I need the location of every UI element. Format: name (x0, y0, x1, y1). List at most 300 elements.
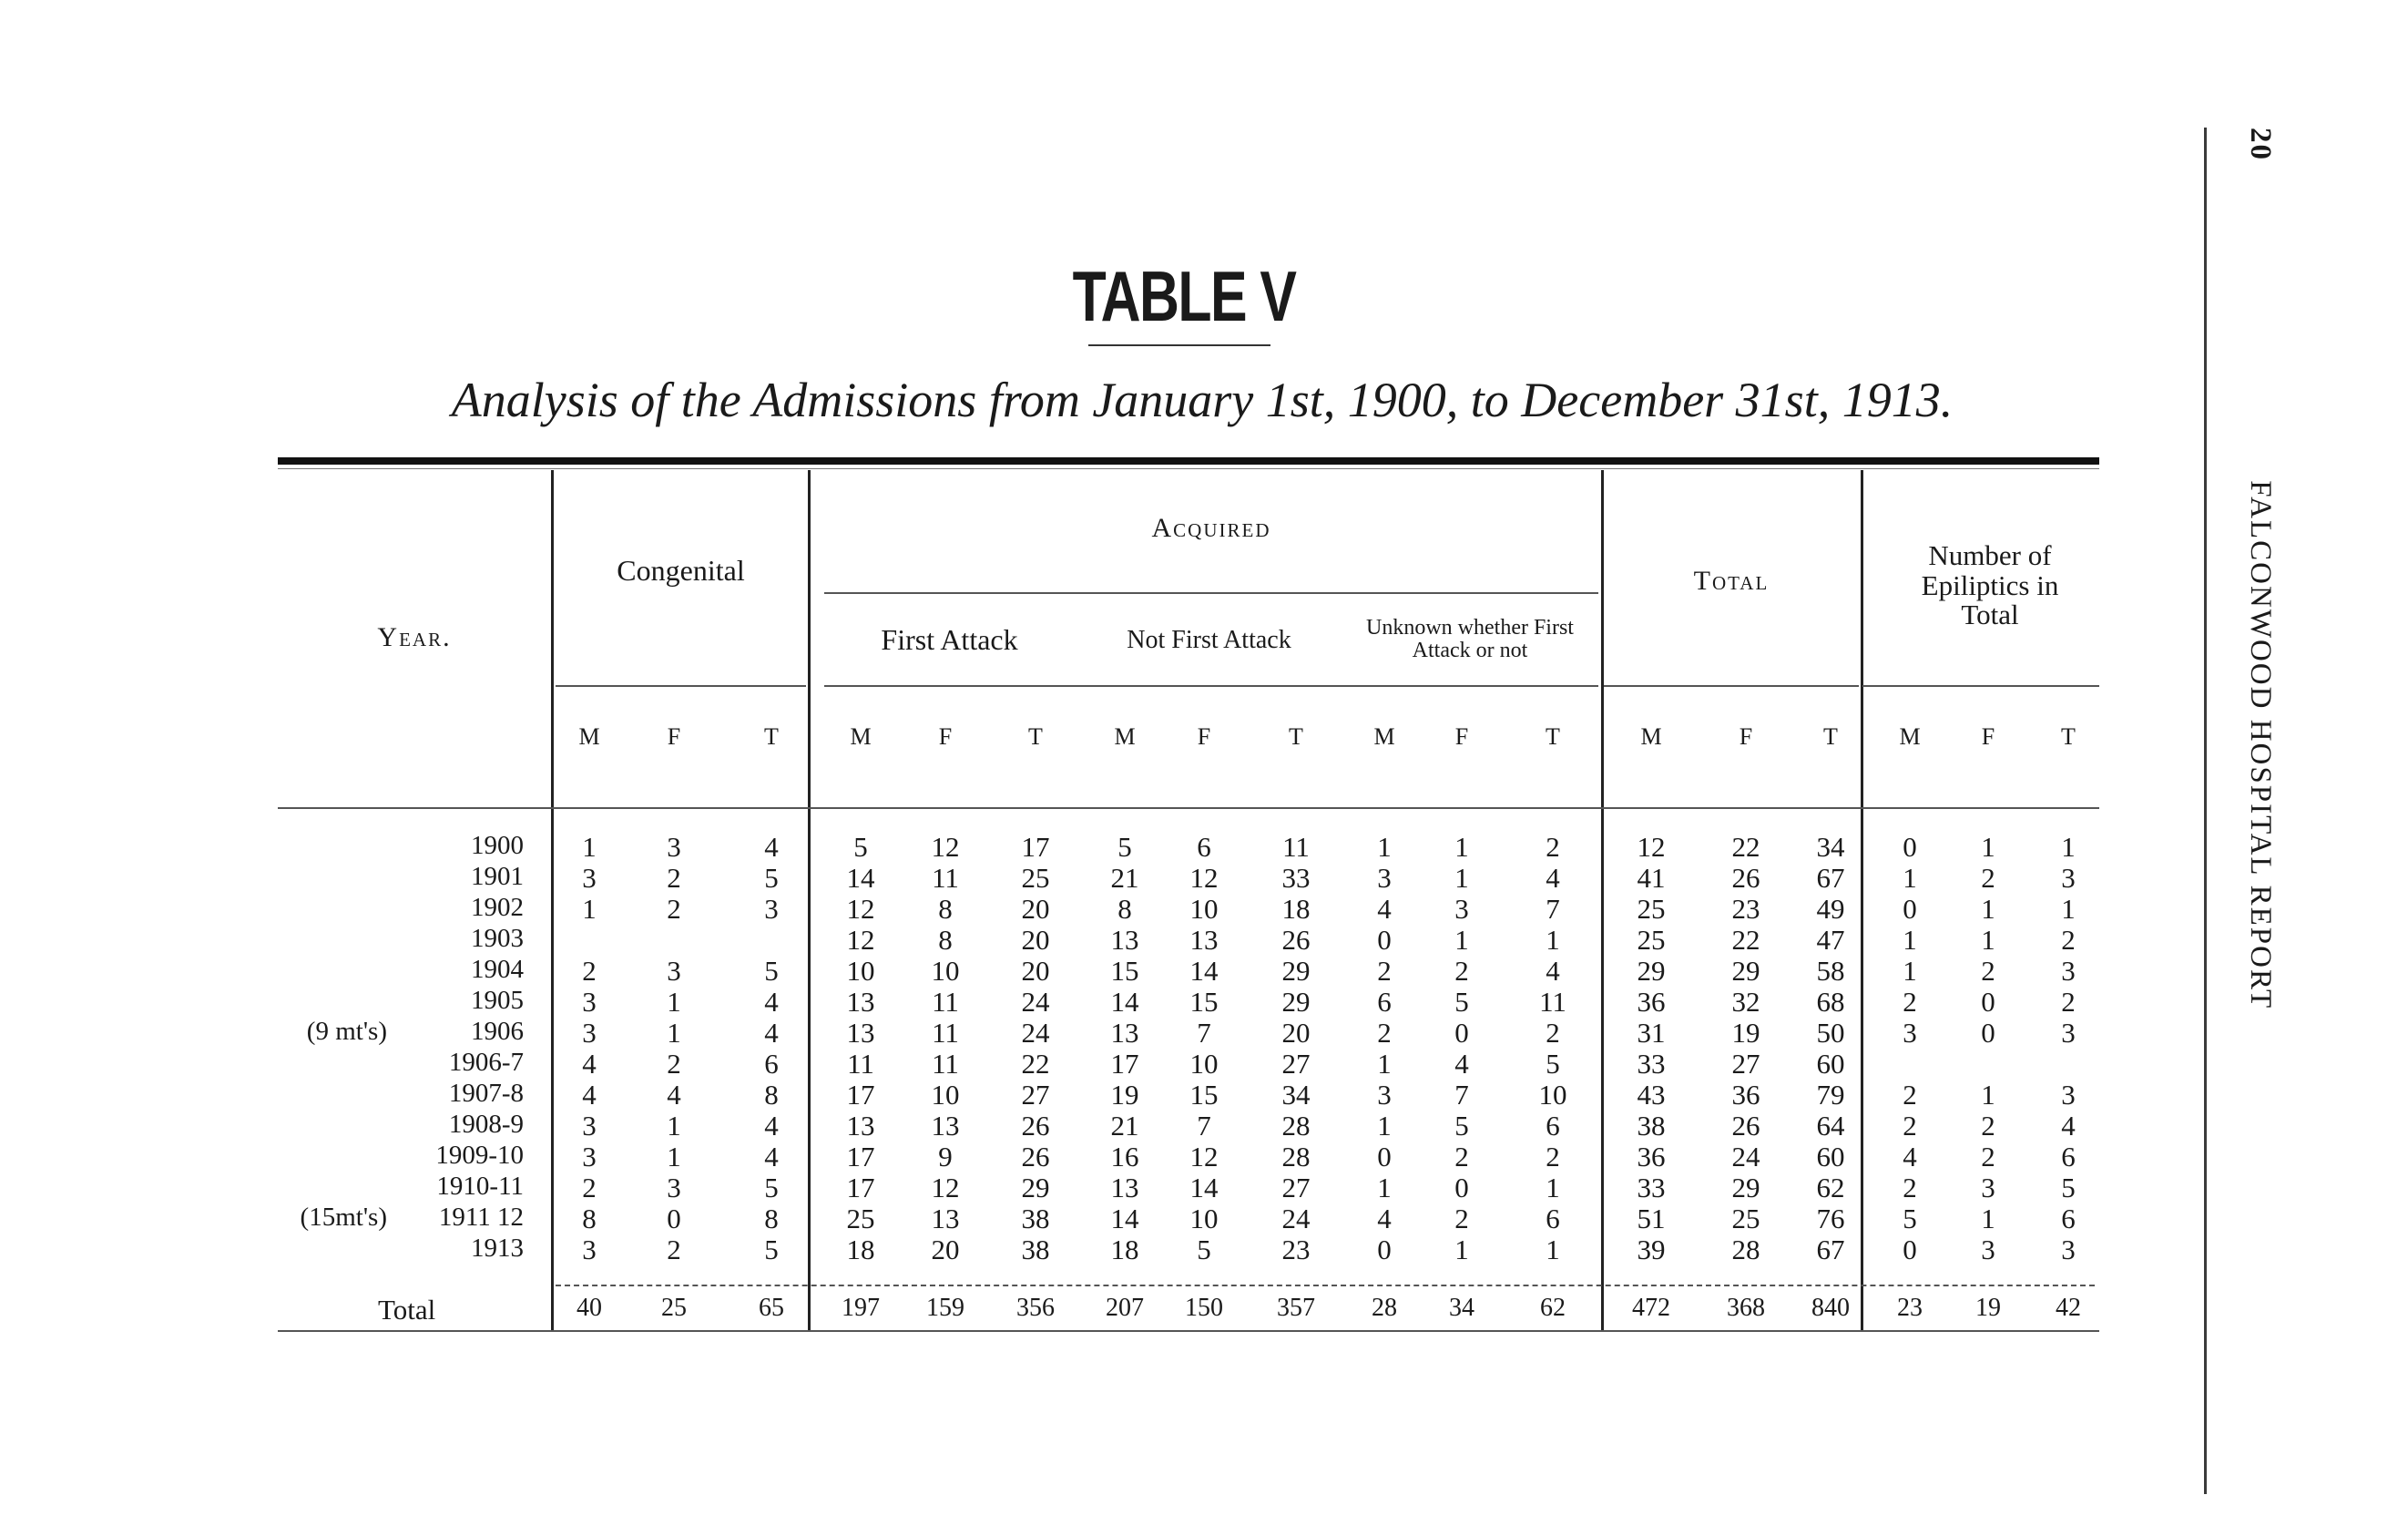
table-cell: 2 (667, 1048, 681, 1080)
table-cell: 2 (1454, 955, 1469, 987)
year-label (449, 1048, 524, 1078)
table-cell: 15 (1189, 1079, 1219, 1111)
table-cell: 6 (764, 1048, 779, 1080)
subheader-t: T (2061, 723, 2076, 750)
column-rule (808, 470, 811, 1331)
table-cell: 20 (1021, 893, 1050, 925)
table-cell: 12 (931, 1172, 960, 1203)
table-cell: 2 (582, 1172, 597, 1203)
total-cell: 42 (2056, 1294, 2081, 1322)
table-cell: 11 (932, 1017, 959, 1049)
table-cell: 27 (1021, 1079, 1050, 1111)
running-head (2240, 128, 2277, 1312)
table-cell: 5 (1546, 1048, 1560, 1080)
table-cell: 3 (582, 986, 597, 1018)
header-rule (824, 685, 1598, 687)
table-cell: 5 (853, 831, 868, 863)
table-cell: 3 (1981, 1234, 1995, 1265)
table-cell: 24 (1731, 1141, 1760, 1172)
table-cell: 4 (667, 1079, 681, 1111)
table-cell: 23 (1281, 1234, 1311, 1265)
table-cell: 3 (2061, 1079, 2076, 1111)
table-cell: 8 (938, 893, 953, 925)
table-cell: 13 (1189, 924, 1219, 956)
subheader-f: F (938, 723, 953, 750)
table-cell: 2 (2061, 924, 2076, 956)
table-cell: 2 (1903, 986, 1917, 1018)
table-cell: 11 (932, 986, 959, 1018)
table-cell: 26 (1021, 1110, 1050, 1142)
table-cell: 8 (764, 1079, 779, 1111)
table-cell: 26 (1021, 1141, 1050, 1172)
table-cell: 67 (1816, 1234, 1845, 1265)
table-cell: 2 (2061, 986, 2076, 1018)
table-cell: 5 (1454, 986, 1469, 1018)
total-cell: 159 (926, 1294, 964, 1322)
table-cell: 43 (1637, 1079, 1666, 1111)
table-cell: 1 (1903, 924, 1917, 956)
table-cell: 76 (1816, 1203, 1845, 1234)
table-cell: 29 (1281, 955, 1311, 987)
table-cell: 3 (582, 1234, 597, 1265)
table-cell: 2 (1981, 862, 1995, 894)
subheader-t: T (764, 723, 779, 750)
table-cell: 3 (1903, 1017, 1917, 1049)
subheader-f: F (1981, 723, 1995, 750)
table-cell: 0 (1454, 1017, 1469, 1049)
table-top-rule (278, 457, 2099, 465)
year-label (471, 955, 524, 985)
table-cell: 2 (1377, 1017, 1392, 1049)
table-cell: 17 (846, 1141, 875, 1172)
subheader-m: M (1114, 723, 1136, 750)
table-cell: 38 (1021, 1203, 1050, 1234)
year-period-note: (15mt's) (300, 1203, 387, 1232)
table-cell: 33 (1637, 1048, 1666, 1080)
table-cell: 1 (667, 1017, 681, 1049)
total-cell: 197 (842, 1294, 880, 1322)
table-cell: 50 (1816, 1017, 1845, 1049)
table-cell: 5 (764, 1172, 779, 1203)
table-cell: 3 (2061, 1017, 2076, 1049)
table-cell: 6 (1197, 831, 1211, 863)
year-label (471, 986, 524, 1016)
table-cell: 0 (1454, 1172, 1469, 1203)
table-subtitle: Analysis of the Admissions from January 1st, 1900, to December 31st, 1913. (451, 373, 1954, 427)
table-cell: 41 (1637, 862, 1666, 894)
table-cell: 11 (1539, 986, 1566, 1018)
table-cell: 21 (1110, 1110, 1139, 1142)
subheader-m: M (578, 723, 600, 750)
table-cell: 29 (1731, 1172, 1760, 1203)
year-label (471, 1234, 524, 1264)
year-value: 1906-7 (448, 1048, 524, 1077)
year-value: 1913 (471, 1234, 524, 1263)
table-cell: 5 (1197, 1234, 1211, 1265)
header-rule (556, 685, 806, 687)
table-cell: 0 (667, 1203, 681, 1234)
table-cell: 1 (667, 1110, 681, 1142)
subheader-f: F (667, 723, 681, 750)
table-top-rule-thin (278, 468, 2099, 469)
table-cell: 29 (1021, 1172, 1050, 1203)
table-cell: 31 (1637, 1017, 1666, 1049)
table-cell: 4 (1377, 1203, 1392, 1234)
table-cell: 4 (2061, 1110, 2076, 1142)
table-cell: 1 (2061, 831, 2076, 863)
table-cell: 29 (1281, 986, 1311, 1018)
year-value: 1908-9 (448, 1110, 524, 1139)
table-cell: 29 (1731, 955, 1760, 987)
year-value: 1907-8 (448, 1079, 524, 1108)
table-cell: 3 (764, 893, 779, 925)
table-cell: 13 (931, 1110, 960, 1142)
table-cell: 1 (582, 831, 597, 863)
table-cell: 64 (1816, 1110, 1845, 1142)
table-cell: 14 (1110, 986, 1139, 1018)
year-label (306, 1017, 524, 1047)
year-label (471, 831, 524, 861)
table-cell: 10 (1189, 1203, 1219, 1234)
table-cell: 18 (846, 1234, 875, 1265)
table-cell: 12 (846, 893, 875, 925)
table-cell: 33 (1281, 862, 1311, 894)
total-cell: 28 (1372, 1294, 1397, 1322)
total-cell: 40 (576, 1294, 602, 1322)
table-cell: 33 (1637, 1172, 1666, 1203)
table-cell: 2 (1454, 1203, 1469, 1234)
table-cell: 34 (1816, 831, 1845, 863)
table-cell: 5 (764, 955, 779, 987)
table-cell: 36 (1637, 1141, 1666, 1172)
table-cell: 2 (667, 893, 681, 925)
total-cell: 357 (1277, 1294, 1315, 1322)
running-head-text: FALCONWOOD HOSPITAL REPORT (2244, 480, 2277, 1010)
table-cell: 34 (1281, 1079, 1311, 1111)
admissions-table (278, 457, 2099, 1332)
margin-rule (2204, 128, 2207, 1494)
table-cell: 0 (1903, 893, 1917, 925)
year-value: 1901 (471, 862, 524, 891)
table-cell: 3 (1377, 862, 1392, 894)
year-label (435, 1141, 524, 1171)
table-cell: 19 (1110, 1079, 1139, 1111)
table-cell: 17 (846, 1079, 875, 1111)
table-cell: 1 (582, 893, 597, 925)
table-cell: 11 (1282, 831, 1310, 863)
table-cell: 25 (1731, 1203, 1760, 1234)
table-cell: 2 (1377, 955, 1392, 987)
table-cell: 22 (1731, 924, 1760, 956)
table-cell: 11 (847, 1048, 874, 1080)
table-cell: 0 (1903, 831, 1917, 863)
table-cell: 1 (1454, 831, 1469, 863)
table-cell: 13 (1110, 924, 1139, 956)
table-cell: 39 (1637, 1234, 1666, 1265)
total-cell: 368 (1727, 1294, 1765, 1322)
subheader-t: T (1546, 723, 1560, 750)
table-cell: 2 (1903, 1079, 1917, 1111)
table-cell: 5 (764, 862, 779, 894)
table-cell: 47 (1816, 924, 1845, 956)
table-cell: 20 (1021, 924, 1050, 956)
year-label (471, 862, 524, 892)
table-cell: 6 (1546, 1203, 1560, 1234)
epileptics-header: Number of Epiliptics in Total (1921, 539, 2059, 631)
year-label (436, 1172, 524, 1202)
table-cell: 16 (1110, 1141, 1139, 1172)
year-header: Year. (377, 622, 452, 652)
table-cell: 1 (1546, 1172, 1560, 1203)
total-cell: 25 (661, 1294, 687, 1322)
total-row-label: Total (378, 1294, 436, 1326)
bottom-rule (278, 1330, 2099, 1332)
year-label (449, 1079, 524, 1109)
table-cell: 4 (764, 1017, 779, 1049)
table-cell: 2 (1546, 1017, 1560, 1049)
table-cell: 0 (1377, 924, 1392, 956)
table-cell: 27 (1281, 1048, 1311, 1080)
table-cell: 8 (938, 924, 953, 956)
table-cell: 1 (1377, 1110, 1392, 1142)
total-cell: 65 (759, 1294, 784, 1322)
table-cell: 1 (1981, 924, 1995, 956)
year-value: 1906 (471, 1017, 524, 1046)
table-cell: 26 (1731, 862, 1760, 894)
table-cell: 2 (1903, 1110, 1917, 1142)
table-cell: 10 (1189, 893, 1219, 925)
table-cell: 67 (1816, 862, 1845, 894)
table-cell: 4 (582, 1079, 597, 1111)
table-cell: 29 (1637, 955, 1666, 987)
title-rule (1088, 344, 1270, 346)
table-cell: 4 (1903, 1141, 1917, 1172)
subheader-m: M (850, 723, 872, 750)
total-cell: 472 (1632, 1294, 1670, 1322)
table-cell: 14 (846, 862, 875, 894)
table-cell: 6 (1546, 1110, 1560, 1142)
table-cell: 2 (1903, 1172, 1917, 1203)
table-cell: 2 (667, 1234, 681, 1265)
table-cell: 13 (1110, 1172, 1139, 1203)
column-rule (1601, 470, 1604, 1331)
page-number: 20 (2244, 128, 2277, 161)
table-cell: 28 (1281, 1110, 1311, 1142)
table-cell: 3 (667, 831, 681, 863)
table-cell: 4 (764, 1110, 779, 1142)
table-cell: 25 (1637, 924, 1666, 956)
table-cell: 1 (1903, 862, 1917, 894)
table-cell: 13 (1110, 1017, 1139, 1049)
table-cell: 1 (1377, 1172, 1392, 1203)
table-cell: 7 (1546, 893, 1560, 925)
subheader-m: M (1640, 723, 1662, 750)
table-cell: 8 (764, 1203, 779, 1234)
total-header: Total (1693, 566, 1770, 596)
table-cell: 60 (1816, 1141, 1845, 1172)
table-cell: 1 (1903, 955, 1917, 987)
table-cell: 27 (1731, 1048, 1760, 1080)
table-cell: 12 (1189, 862, 1219, 894)
table-cell: 1 (1377, 1048, 1392, 1080)
total-dash-rule (556, 1285, 2095, 1288)
table-cell: 2 (667, 862, 681, 894)
table-cell: 3 (1454, 893, 1469, 925)
table-cell: 7 (1197, 1017, 1211, 1049)
table-cell: 13 (931, 1203, 960, 1234)
table-cell: 4 (764, 831, 779, 863)
table-cell: 2 (1981, 1110, 1995, 1142)
table-cell: 3 (582, 1141, 597, 1172)
table-cell: 79 (1816, 1079, 1845, 1111)
table-cell: 0 (1981, 1017, 1995, 1049)
subheader-f: F (1197, 723, 1211, 750)
year-value: 1903 (471, 924, 524, 953)
table-cell: 5 (1454, 1110, 1469, 1142)
table-cell: 38 (1637, 1110, 1666, 1142)
table-cell: 1 (1454, 1234, 1469, 1265)
table-cell: 18 (1281, 893, 1311, 925)
table-cell: 1 (2061, 893, 2076, 925)
table-cell: 10 (846, 955, 875, 987)
table-cell: 2 (1981, 1141, 1995, 1172)
subheader-f: F (1454, 723, 1469, 750)
subheader-t: T (1028, 723, 1043, 750)
table-cell: 8 (582, 1203, 597, 1234)
year-value: 1910-11 (436, 1172, 524, 1201)
table-cell: 15 (1110, 955, 1139, 987)
table-cell: 20 (1021, 955, 1050, 987)
table-cell: 3 (2061, 862, 2076, 894)
table-cell: 14 (1189, 955, 1219, 987)
table-cell: 12 (1637, 831, 1666, 863)
table-cell: 26 (1281, 924, 1311, 956)
table-cell: 5 (1903, 1203, 1917, 1234)
table-cell: 25 (1021, 862, 1050, 894)
table-cell: 27 (1281, 1172, 1311, 1203)
table-cell: 2 (1981, 955, 1995, 987)
total-cell: 150 (1185, 1294, 1223, 1322)
table-cell: 13 (846, 986, 875, 1018)
table-cell: 1 (1454, 924, 1469, 956)
year-value: 1909-10 (435, 1141, 524, 1170)
table-cell: 10 (931, 1079, 960, 1111)
table-cell: 24 (1281, 1203, 1311, 1234)
table-cell: 14 (1110, 1203, 1139, 1234)
table-cell: 3 (1377, 1079, 1392, 1111)
table-cell: 10 (931, 955, 960, 987)
table-cell: 21 (1110, 862, 1139, 894)
table-title: TABLE V (1072, 256, 1296, 336)
table-cell: 38 (1021, 1234, 1050, 1265)
table-cell: 68 (1816, 986, 1845, 1018)
table-cell: 20 (931, 1234, 960, 1265)
year-label (471, 893, 524, 923)
table-cell: 19 (1731, 1017, 1760, 1049)
table-cell: 20 (1281, 1017, 1311, 1049)
table-cell: 2 (582, 955, 597, 987)
table-cell: 17 (1021, 831, 1050, 863)
congenital-header: Congenital (617, 554, 745, 587)
acquired-header: Acquired (1151, 513, 1271, 543)
table-cell: 3 (582, 1110, 597, 1142)
table-cell: 6 (2061, 1203, 2076, 1234)
table-cell: 28 (1281, 1141, 1311, 1172)
table-cell: 18 (1110, 1234, 1139, 1265)
table-cell: 3 (582, 1017, 597, 1049)
table-cell: 3 (2061, 955, 2076, 987)
table-cell: 1 (1981, 1203, 1995, 1234)
subheader-t: T (1289, 723, 1303, 750)
table-cell: 7 (1454, 1079, 1469, 1111)
table-cell: 11 (932, 1048, 959, 1080)
table-cell: 3 (667, 955, 681, 987)
table-cell: 10 (1189, 1048, 1219, 1080)
total-cell: 62 (1540, 1294, 1566, 1322)
header-rule (1604, 685, 1859, 687)
year-value: 1904 (471, 955, 524, 984)
table-cell: 25 (1637, 893, 1666, 925)
table-cell: 32 (1731, 986, 1760, 1018)
table-cell: 4 (764, 1141, 779, 1172)
first-attack-header: First Attack (881, 623, 1018, 656)
table-cell: 1 (667, 986, 681, 1018)
subheader-rule (278, 807, 2099, 809)
table-cell: 10 (1538, 1079, 1567, 1111)
table-cell: 0 (1377, 1141, 1392, 1172)
total-cell: 207 (1106, 1294, 1144, 1322)
table-cell: 5 (764, 1234, 779, 1265)
table-cell: 62 (1816, 1172, 1845, 1203)
year-label (471, 924, 524, 954)
table-cell: 24 (1021, 986, 1050, 1018)
subheader-t: T (1823, 723, 1838, 750)
table-cell: 60 (1816, 1048, 1845, 1080)
table-cell: 36 (1731, 1079, 1760, 1111)
table-cell: 0 (1377, 1234, 1392, 1265)
table-cell: 1 (1546, 924, 1560, 956)
table-cell: 1 (1981, 831, 1995, 863)
table-cell: 22 (1731, 831, 1760, 863)
table-cell: 13 (846, 1110, 875, 1142)
table-cell: 51 (1637, 1203, 1666, 1234)
table-cell: 5 (2061, 1172, 2076, 1203)
table-cell: 4 (764, 986, 779, 1018)
table-cell: 49 (1816, 893, 1845, 925)
header-rule (824, 592, 1598, 594)
table-cell: 12 (846, 924, 875, 956)
table-cell: 4 (1546, 955, 1560, 987)
table-cell: 58 (1816, 955, 1845, 987)
total-cell: 23 (1897, 1294, 1923, 1322)
table-cell: 1 (1546, 1234, 1560, 1265)
table-cell: 14 (1189, 1172, 1219, 1203)
table-cell: 1 (1981, 1079, 1995, 1111)
table-cell: 26 (1731, 1110, 1760, 1142)
total-cell: 840 (1811, 1294, 1850, 1322)
table-cell: 13 (846, 1017, 875, 1049)
table-cell: 12 (1189, 1141, 1219, 1172)
table-cell: 1 (1454, 862, 1469, 894)
table-cell: 4 (582, 1048, 597, 1080)
total-cell: 356 (1016, 1294, 1055, 1322)
table-cell: 4 (1454, 1048, 1469, 1080)
header-rule (1862, 685, 2099, 687)
table-cell: 7 (1197, 1110, 1211, 1142)
table-cell: 2 (1546, 1141, 1560, 1172)
total-cell: 19 (1975, 1294, 2001, 1322)
table-cell: 2 (1454, 1141, 1469, 1172)
